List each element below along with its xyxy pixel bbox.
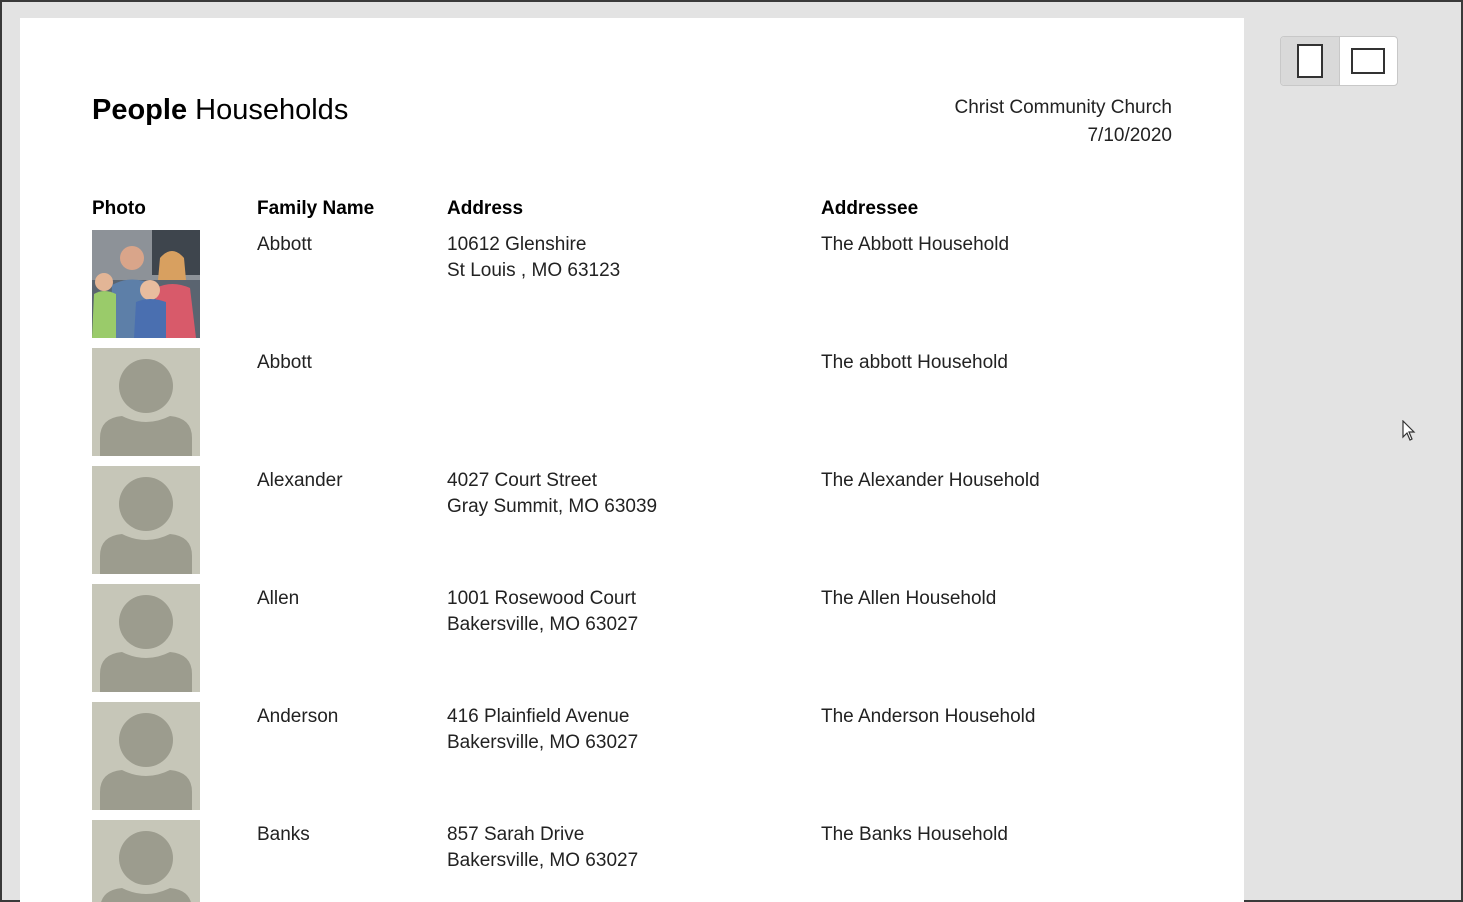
address-line-2: Bakersville, MO 63027 bbox=[447, 850, 639, 871]
person-placeholder-icon bbox=[92, 466, 200, 574]
address-cell bbox=[447, 704, 638, 756]
household-photo bbox=[92, 584, 200, 692]
family-name-cell: Abbott bbox=[257, 234, 312, 255]
addressee-cell: The Banks Household bbox=[821, 824, 1008, 845]
address-line-2: Bakersville, MO 63027 bbox=[447, 732, 639, 753]
addressee-cell: The Anderson Household bbox=[821, 706, 1036, 727]
household-photo bbox=[92, 702, 200, 810]
household-photo bbox=[92, 230, 200, 338]
column-header-address: Address bbox=[447, 198, 524, 219]
table-row bbox=[92, 820, 1192, 902]
family-name-cell: Abbott bbox=[257, 352, 312, 373]
address-cell bbox=[447, 822, 638, 874]
table-row bbox=[92, 584, 1192, 702]
address-line-1: 857 Sarah Drive bbox=[447, 824, 585, 845]
address-line-1: 1001 Rosewood Court bbox=[447, 588, 637, 609]
person-placeholder-icon bbox=[92, 702, 200, 810]
column-header-addressee: Addressee bbox=[821, 198, 919, 219]
organization-name: Christ Community Church bbox=[954, 97, 1172, 118]
report-page bbox=[20, 18, 1244, 902]
portrait-button[interactable] bbox=[1281, 37, 1340, 85]
table-row bbox=[92, 466, 1192, 584]
portrait-icon bbox=[1297, 44, 1323, 78]
report-meta bbox=[955, 94, 1173, 150]
column-header-photo: Photo bbox=[92, 198, 146, 219]
person-placeholder-icon bbox=[92, 820, 200, 902]
addressee-cell: The Alexander Household bbox=[821, 470, 1040, 491]
mouse-cursor-icon bbox=[1402, 420, 1416, 442]
table-row bbox=[92, 230, 1192, 348]
family-name-cell: Anderson bbox=[257, 706, 339, 727]
address-line-2: Gray Summit, MO 63039 bbox=[447, 496, 658, 517]
title-bold: People bbox=[92, 94, 188, 126]
address-cell bbox=[447, 232, 620, 284]
family-name-cell: Alexander bbox=[257, 470, 343, 491]
addressee-cell: The abbott Household bbox=[821, 352, 1008, 373]
person-placeholder-icon bbox=[92, 348, 200, 456]
address-line-2: Bakersville, MO 63027 bbox=[447, 614, 639, 635]
landscape-button[interactable] bbox=[1340, 37, 1398, 85]
address-line-1: 416 Plainfield Avenue bbox=[447, 706, 630, 727]
household-photo bbox=[92, 466, 200, 574]
addressee-cell: The Allen Household bbox=[821, 588, 997, 609]
household-photo bbox=[92, 820, 200, 902]
address-line-1: 10612 Glenshire bbox=[447, 234, 587, 255]
address-cell bbox=[447, 468, 657, 520]
report-date: 7/10/2020 bbox=[1087, 125, 1172, 146]
households-table bbox=[92, 198, 1192, 902]
family-photo-icon bbox=[92, 230, 200, 338]
addressee-cell: The Abbott Household bbox=[821, 234, 1010, 255]
address-line-1: 4027 Court Street bbox=[447, 470, 597, 491]
table-header bbox=[92, 198, 1192, 230]
family-name-cell: Banks bbox=[257, 824, 310, 845]
orientation-toggle[interactable] bbox=[1280, 36, 1398, 86]
column-header-family-name: Family Name bbox=[257, 198, 375, 219]
person-placeholder-icon bbox=[92, 584, 200, 692]
address-cell bbox=[447, 586, 638, 638]
report-title bbox=[92, 94, 348, 127]
family-name-cell: Allen bbox=[257, 588, 300, 609]
table-body bbox=[92, 230, 1192, 902]
landscape-icon bbox=[1351, 48, 1385, 74]
title-rest: Households bbox=[195, 94, 349, 126]
address-line-2: St Louis , MO 63123 bbox=[447, 260, 621, 281]
household-photo bbox=[92, 348, 200, 456]
table-row bbox=[92, 702, 1192, 820]
table-row bbox=[92, 348, 1192, 466]
